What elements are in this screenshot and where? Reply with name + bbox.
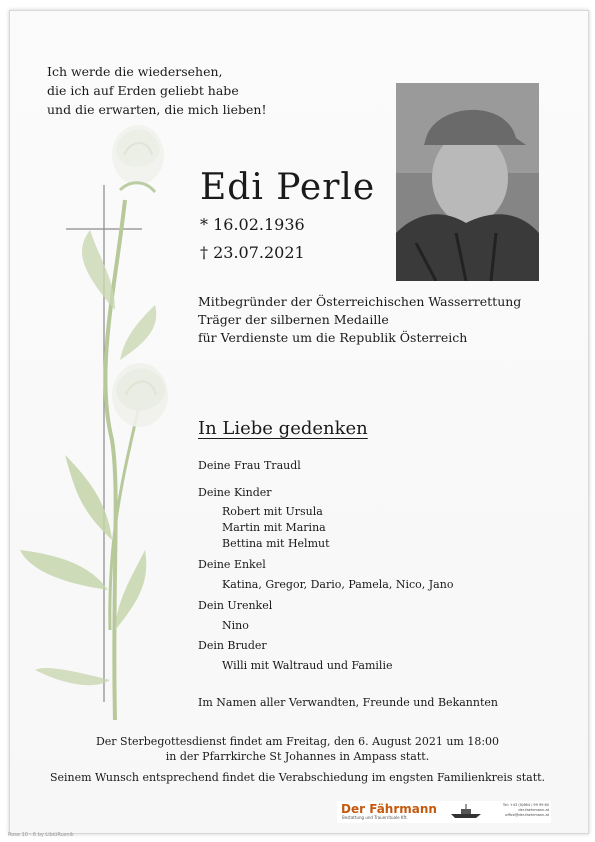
quote-line: und die erwarten, die mich lieben!: [47, 102, 267, 117]
top-rose: [112, 125, 164, 192]
deceased-name: Edi Perle: [200, 167, 376, 208]
portrait-placeholder: [396, 83, 539, 281]
family-brother: Willi mit Waltraud und Familie: [222, 659, 393, 672]
birth-date: * 16.02.1936: [200, 215, 305, 234]
service-line: Der Sterbegottesdienst findet am Freitag, den 6. August 2021 um 18:00: [95, 735, 500, 748]
quote-line: die ich auf Erden geliebt habe: [47, 83, 239, 98]
family-child: Robert mit Ursula: [222, 505, 323, 518]
family-greatgrandchild: Nino: [222, 619, 249, 632]
funeral-home-subtitle: Bestattung und Trauerrituale Kft.: [342, 815, 408, 820]
honor-line: für Verdienste um die Republik Österreich: [198, 330, 468, 345]
contact-line: der-faehrmann.at: [518, 808, 549, 812]
family-brother-label: Dein Bruder: [198, 639, 267, 652]
family-grandchildren-label: Deine Enkel: [198, 558, 266, 571]
family-grandchildren: Katina, Gregor, Dario, Pamela, Nico, Jano: [222, 578, 454, 591]
funeral-home-contact: [487, 803, 549, 818]
mourning-heading: In Liebe gedenken: [198, 418, 368, 439]
rose-cross-illustration: [20, 110, 180, 740]
honor-line: Mitbegründer der Österreichischen Wasserrettung: [198, 294, 522, 309]
family-greatgrandchild-label: Dein Urenkel: [198, 599, 273, 612]
closing-line: Im Namen aller Verwandten, Freunde und Bekannten: [198, 696, 498, 709]
family-child: Bettina mit Helmut: [222, 537, 330, 550]
quote-line: Ich werde die wiedersehen,: [47, 64, 223, 79]
farewell-wish: Seinem Wunsch entsprechend findet die Verabschiedung im engsten Familienkreis statt.: [49, 771, 546, 784]
boat-icon: [449, 804, 483, 820]
family-child: Martin mit Marina: [222, 521, 326, 534]
contact-line: office@der-faehrmann.at: [505, 813, 549, 817]
memorial-quote: [47, 62, 266, 119]
funeral-home-name: Der Fährmann: [341, 802, 437, 816]
service-line: in der Pfarrkirche St Johannes in Ampass statt.: [165, 750, 430, 763]
honor-line: Träger der silbernen Medaille: [198, 312, 389, 327]
middle-rose: [112, 363, 168, 427]
death-date: † 23.07.2021: [200, 243, 305, 262]
contact-line: Tel: +43 (0)664 / 99 99 60: [502, 803, 549, 807]
service-info: [0, 734, 595, 764]
family-wife: Deine Frau Traudl: [198, 459, 301, 472]
portrait-photo: [396, 83, 539, 281]
family-children-label: Deine Kinder: [198, 486, 272, 499]
image-credit: Rose 10 - 6 by LibiüRusnik: [8, 832, 74, 838]
funeral-home-logo: [337, 801, 551, 823]
honors-text: [198, 293, 521, 347]
life-dates: [200, 211, 305, 267]
